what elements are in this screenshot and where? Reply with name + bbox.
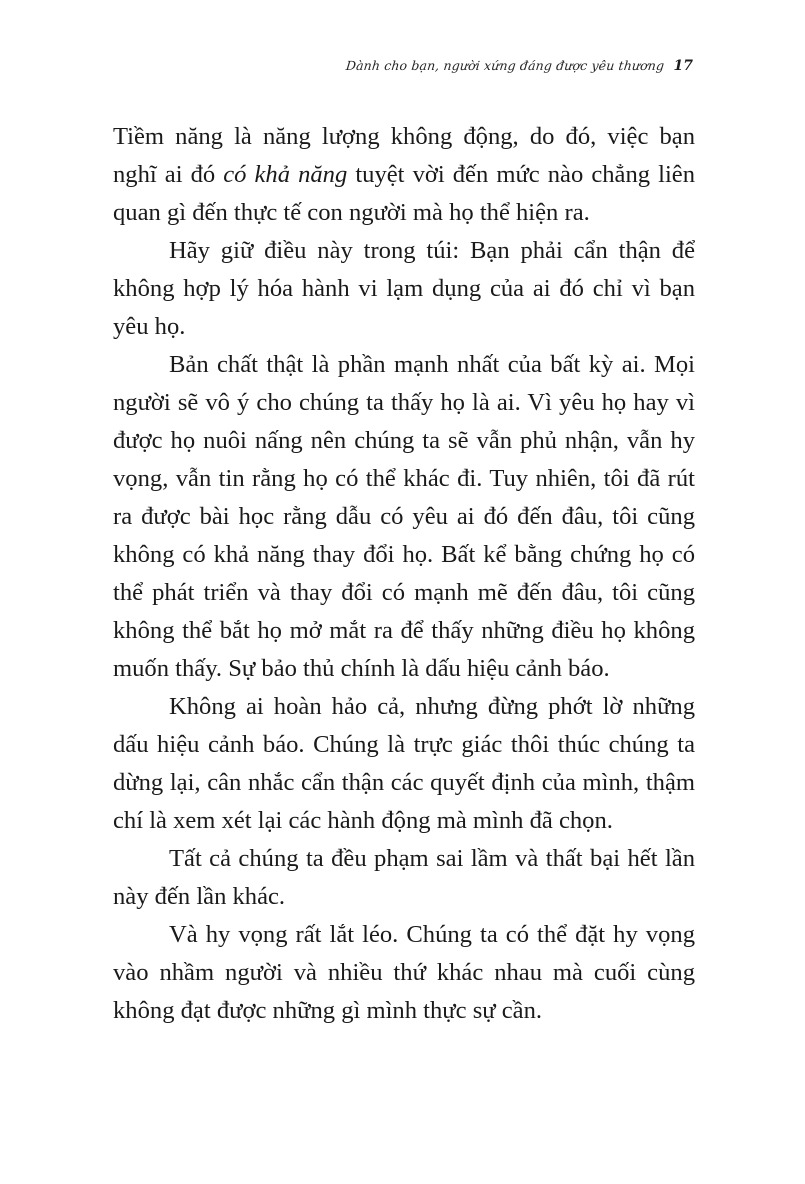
paragraph-text: Hãy giữ điều này trong túi: Bạn phải cẩn thận để không hợp lý hóa hành vi lạm dụng của ai đó chỉ vì bạn yêu họ. <box>113 237 695 340</box>
paragraph <box>113 916 695 1030</box>
paragraph-text: tuyệt vời đến mức nào chẳng liên quan gì đến thực tế con người mà họ thể hiện ra. <box>113 161 695 226</box>
paragraph <box>113 840 695 916</box>
running-head-title: Dành cho bạn, người xứng đáng được yêu thương <box>345 58 666 73</box>
body-text-block <box>113 118 695 1030</box>
paragraph-text: Không ai hoàn hảo cả, nhưng đừng phớt lờ những dấu hiệu cảnh báo. Chúng là trực giác thôi thúc chúng ta dừng lại, cân nhắc cẩn thận các quyết định của mình, thậm chí là xem xét lại các hành động mà mình đã chọn. <box>113 693 695 834</box>
paragraph <box>113 346 695 688</box>
paragraph-text: Bản chất thật là phần mạnh nhất của bất kỳ ai. Mọi người sẽ vô ý cho chúng ta thấy họ là ai. Vì yêu họ hay vì được họ nuôi nấng nên chúng ta sẽ vẫn phủ nhận, vẫn hy vọng, vẫn tin rằng họ có thể khác đi. Tuy nhiên, tôi đã rút ra được bài học rằng dẫu có yêu ai đó đến đâu, tôi cũng không có khả năng thay đổi họ. Bất kể bằng chứng họ có thể phát triển và thay đổi có mạnh mẽ đến đâu, tôi cũng không thể bắt họ mở mắt ra để thấy những điều họ không muốn thấy. Sự bảo thủ chính là dấu hiệu cảnh báo. <box>113 351 695 682</box>
paragraph <box>113 688 695 840</box>
paragraph-text: Tiềm năng là năng lượng không động, do đó, việc bạn nghĩ ai đó <box>113 123 695 188</box>
emphasis-text: có khả năng <box>223 161 348 188</box>
paragraph-text: Và hy vọng rất lắt léo. Chúng ta có thể đặt hy vọng vào nhầm người và nhiều thứ khác nhau mà cuối cùng không đạt được những gì mình thực sự cần. <box>113 921 695 1024</box>
running-head <box>113 58 693 84</box>
paragraph <box>113 232 695 346</box>
page-number: 17 <box>673 58 693 74</box>
paragraph-text: Tất cả chúng ta đều phạm sai lầm và thất bại hết lần này đến lần khác. <box>113 845 695 910</box>
paragraph <box>113 118 695 232</box>
